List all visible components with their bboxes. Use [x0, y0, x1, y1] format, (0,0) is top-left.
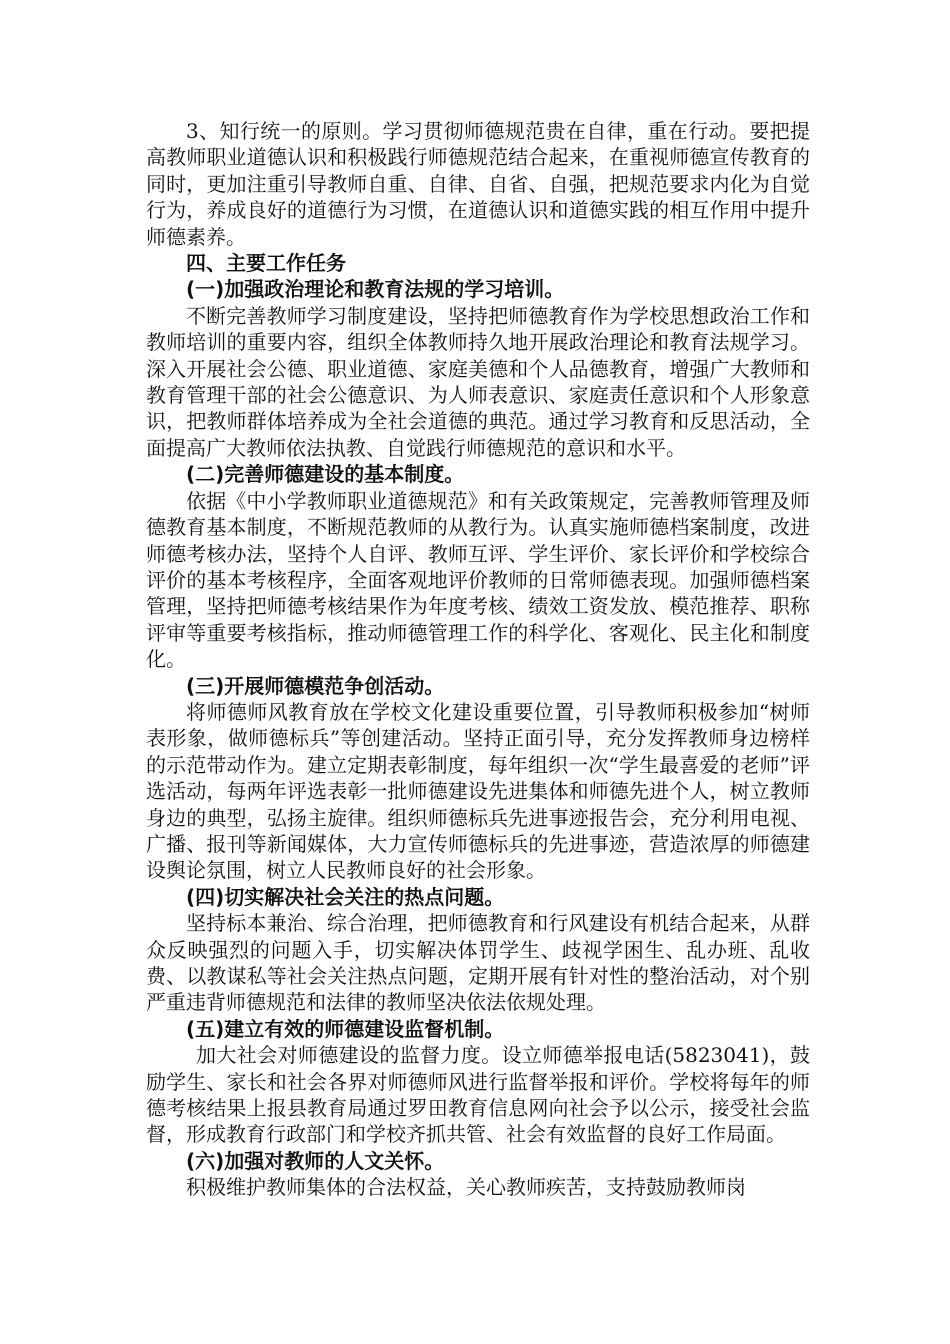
subsection-heading-3: (三)开展师德模范争创活动。 — [186, 673, 445, 698]
subsection-body-1: 不断完善教师学习制度建设，坚持把师德教育作为学校思想政治工作和教师培训的重要内容，组织全体教师持久地开展政治理论和教育法规学习。深入开展社会公德、职业道德、家庭美德和个人品德教育，增强广大教师和教育管理干部的社会公德意识、为人师表意识、家庭责任意识和个人形象意识，把教师群体培养成为全社会道德的典范。通过学习教育和反思活动，全面提高广大教师依法执教、自觉践行师德规范的意识和水平。 — [146, 303, 810, 460]
document-page — [146, 118, 810, 1201]
subsection-heading-1: (一)加强政治理论和教育法规的学习培训。 — [186, 277, 565, 302]
subsection-body-3: 将师德师风教育放在学校文化建设重要位置，引导教师积极参加“树师表形象，做师德标兵”等创建活动。坚持正面引导，充分发挥教师身边榜样的示范带动作为。建立定期表彰制度，每年组织一次“学生最喜爱的老师”评选活动，每两年评选表彰一批师德建设先进集体和师德先进个人，树立教师身边的典型，弘扬主旋律。组织师德标兵先进事迹报告会，充分利用电视、广播、报刊等新闻媒体，大力宣传师德标兵的先进事迹，营造浓厚的师德建设舆论氛围，树立人民教师良好的社会形象。 — [146, 699, 810, 883]
subsection-body-6: 积极维护教师集体的合法权益，关心教师疾苦，支持鼓励教师岗 — [186, 1175, 746, 1200]
section-heading-main-tasks: 四、主要工作任务 — [186, 251, 346, 276]
subsection-body-5: 加大社会对师德建设的监督力度。设立师德举报电话(5823041)，鼓励学生、家长和社会各界对师德师风进行监督举报和评价。学校将每年的师德考核结果上报县教育局通过罗田教育信息网向社会予以公示，接受社会监督，形成教育行政部门和学校齐抓共管、社会有效监督的良好工作局面。 — [146, 1043, 810, 1147]
subsection-body-2: 依据《中小学教师职业道德规范》和有关政策规定，完善教师管理及师德教育基本制度，不断规范教师的从教行为。认真实施师德档案制度，改进师德考核办法，坚持个人自评、教师互评、学生评价、家长评价和学校综合评价的基本考核程序，全面客观地评价教师的日常师德表现。加强师德档案管理，坚持把师德考核结果作为年度考核、绩效工资发放、模范推荐、职称评审等重要考核指标，推动师德管理工作的科学化、客观化、民主化和制度化。 — [146, 488, 810, 672]
subsection-heading-2: (二)完善师德建设的基本制度。 — [186, 462, 465, 487]
paragraph-principle-3: 3、知行统一的原则。学习贯彻师德规范贵在自律，重在行动。要把提高教师职业道德认识和积极践行师德规范结合起来，在重视师德宣传教育的同时，更加注重引导教师自重、自律、自省、自强，把规范要求内化为自觉行为，养成良好的道德行为习惯，在道德认识和道德实践的相互作用中提升师德素养。 — [146, 119, 810, 249]
subsection-heading-5: (五)建立有效的师德建设监督机制。 — [186, 1016, 505, 1041]
subsection-heading-4: (四)切实解决社会关注的热点问题。 — [186, 884, 505, 909]
subsection-body-4: 坚持标本兼治、综合治理，把师德教育和行风建设有机结合起来，从群众反映强烈的问题入手，切实解决体罚学生、歧视学困生、乱办班、乱收费、以教谋私等社会关注热点问题，定期开展有针对性的整治活动，对个别严重违背师德规范和法律的教师坚决依法依规处理。 — [146, 911, 810, 1015]
subsection-heading-6: (六)加强对教师的人文关怀。 — [186, 1148, 445, 1173]
